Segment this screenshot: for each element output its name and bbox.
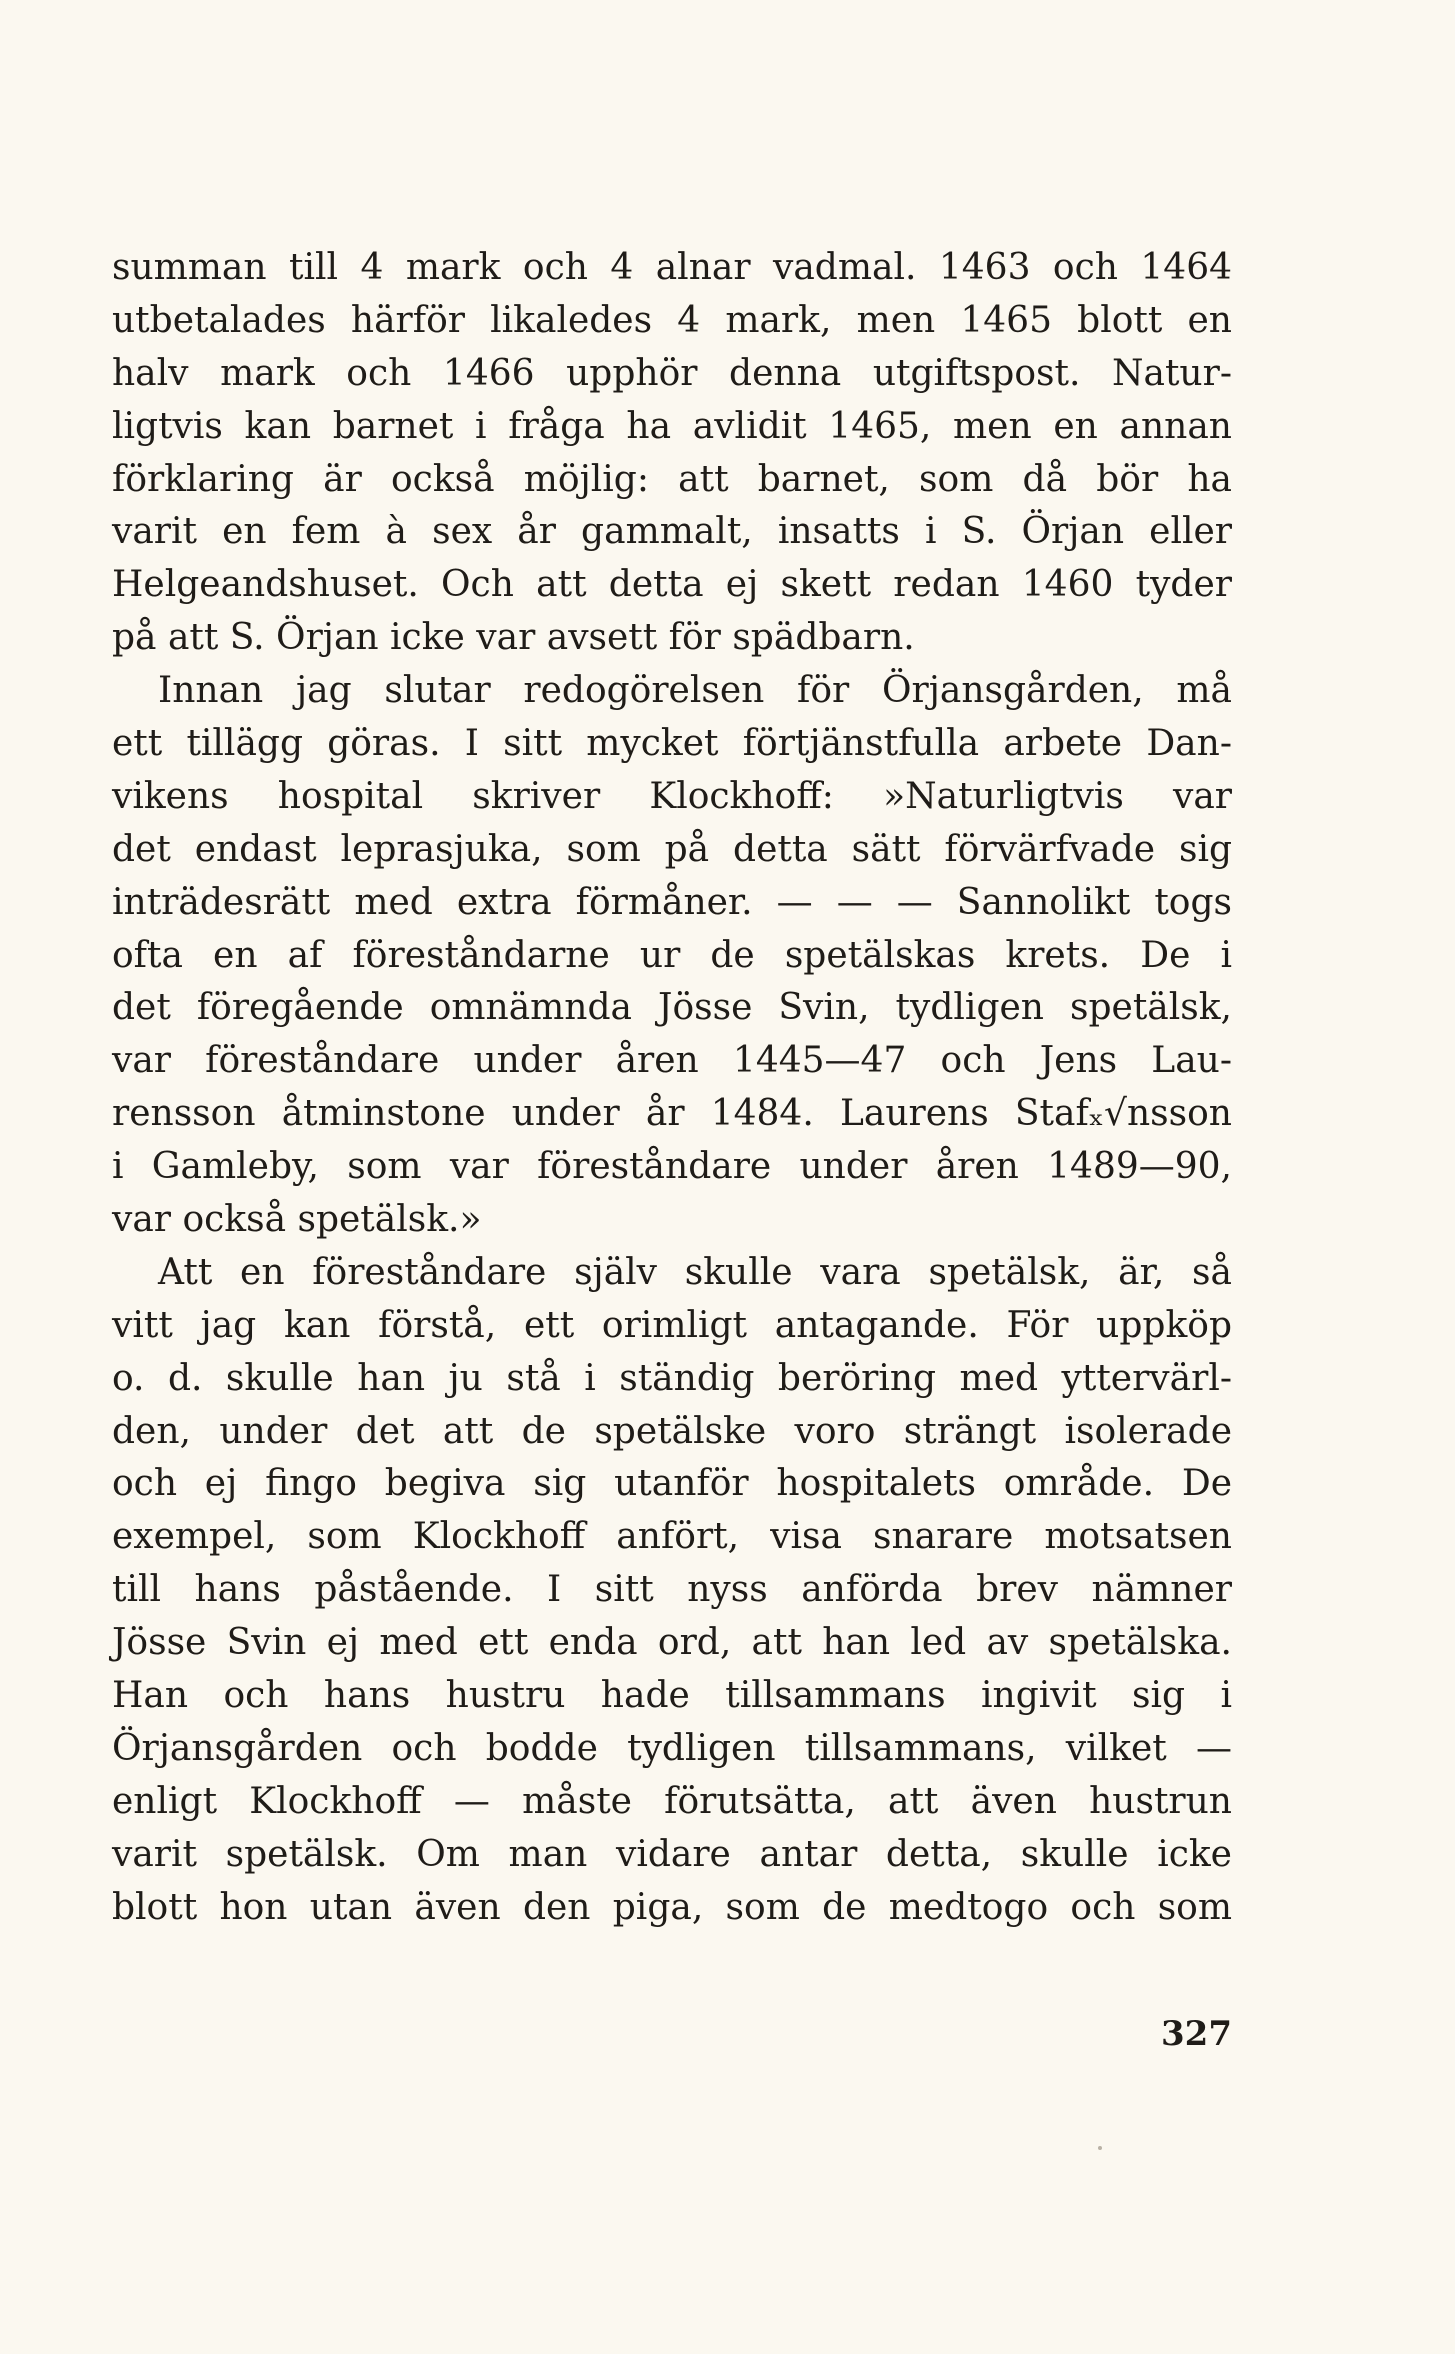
text-line: det endast leprasjuka, som på detta sätt förvärfvade sig [112,828,1232,870]
text-line: vitt jag kan förstå, ett orimligt antagande. För uppköp [112,1304,1232,1346]
text-line: var också spetälsk.» [112,1199,482,1241]
text-line: rensson åtminstone under år 1484. Laurens Stafₓ√nsson [112,1093,1232,1135]
text-line: summan till 4 mark och 4 alnar vadmal. 1463 och 1464 [112,247,1232,288]
text-line: ett tillägg göras. I sitt mycket förtjänstfulla arbete Dan- [112,723,1232,765]
text-line: exempel, som Klockhoff anfört, visa snarare motsatsen [112,1516,1232,1558]
text-line: o. d. skulle han ju stå i ständig beröring med yttervärl- [112,1357,1232,1399]
text-line: den, under det att de spetälske voro strängt isolerade [112,1410,1232,1452]
text-line: varit en fem à sex år gammalt, insatts i S. Örjan eller [112,511,1232,553]
text-line: Jösse Svin ej med ett enda ord, att han led av spetälska. [112,1622,1232,1664]
text-line: förklaring är också möjlig: att barnet, som då bör ha [112,458,1232,500]
paper-speck [1098,2146,1102,2150]
text-line: till hans påstående. I sitt nyss anförda brev nämner [112,1569,1232,1611]
text-line: inträdesrätt med extra förmåner. — — — Sannolikt togs [112,881,1232,923]
text-line: blott hon utan även den piga, som de medtogo och som [112,1886,1232,1928]
text-line: ofta en af föreståndarne ur de spetälskas krets. De i [112,934,1232,976]
body-text [112,242,1232,1935]
text-line: och ej fingo begiva sig utanför hospitalets område. De [112,1463,1232,1505]
text-line: halv mark och 1466 upphör denna utgiftspost. Natur- [112,352,1232,394]
text-line: Han och hans hustru hade tillsammans ingivit sig i [112,1675,1232,1717]
text-line: på att S. Örjan icke var avsett för spädbarn. [112,617,915,659]
text-line: Att en föreståndare själv skulle vara spetälsk, är, så [158,1251,1232,1293]
text-line: var föreståndare under åren 1445—47 och Jens Lau- [112,1040,1232,1082]
page-number: 327 [1161,2014,1232,2054]
text-line: varit spetälsk. Om man vidare antar detta, skulle icke [112,1833,1232,1875]
text-line: Helgeandshuset. Och att detta ej skett redan 1460 tyder [112,564,1232,606]
text-line: det föregående omnämnda Jösse Svin, tydligen spetälsk, [112,987,1232,1029]
text-line: Örjansgården och bodde tydligen tillsammans, vilket — [112,1727,1232,1769]
text-line: ligtvis kan barnet i fråga ha avlidit 1465, men en annan [112,405,1232,447]
text-line: utbetalades härför likaledes 4 mark, men 1465 blott en [112,299,1232,341]
text-line: Innan jag slutar redogörelsen för Örjansgården, må [158,670,1232,712]
text-line: vikens hospital skriver Klockhoff: »Naturligtvis var [112,775,1232,817]
text-line: i Gamleby, som var föreståndare under åren 1489—90, [112,1146,1232,1188]
text-line: enligt Klockhoff — måste förutsätta, att även hustrun [112,1780,1232,1822]
